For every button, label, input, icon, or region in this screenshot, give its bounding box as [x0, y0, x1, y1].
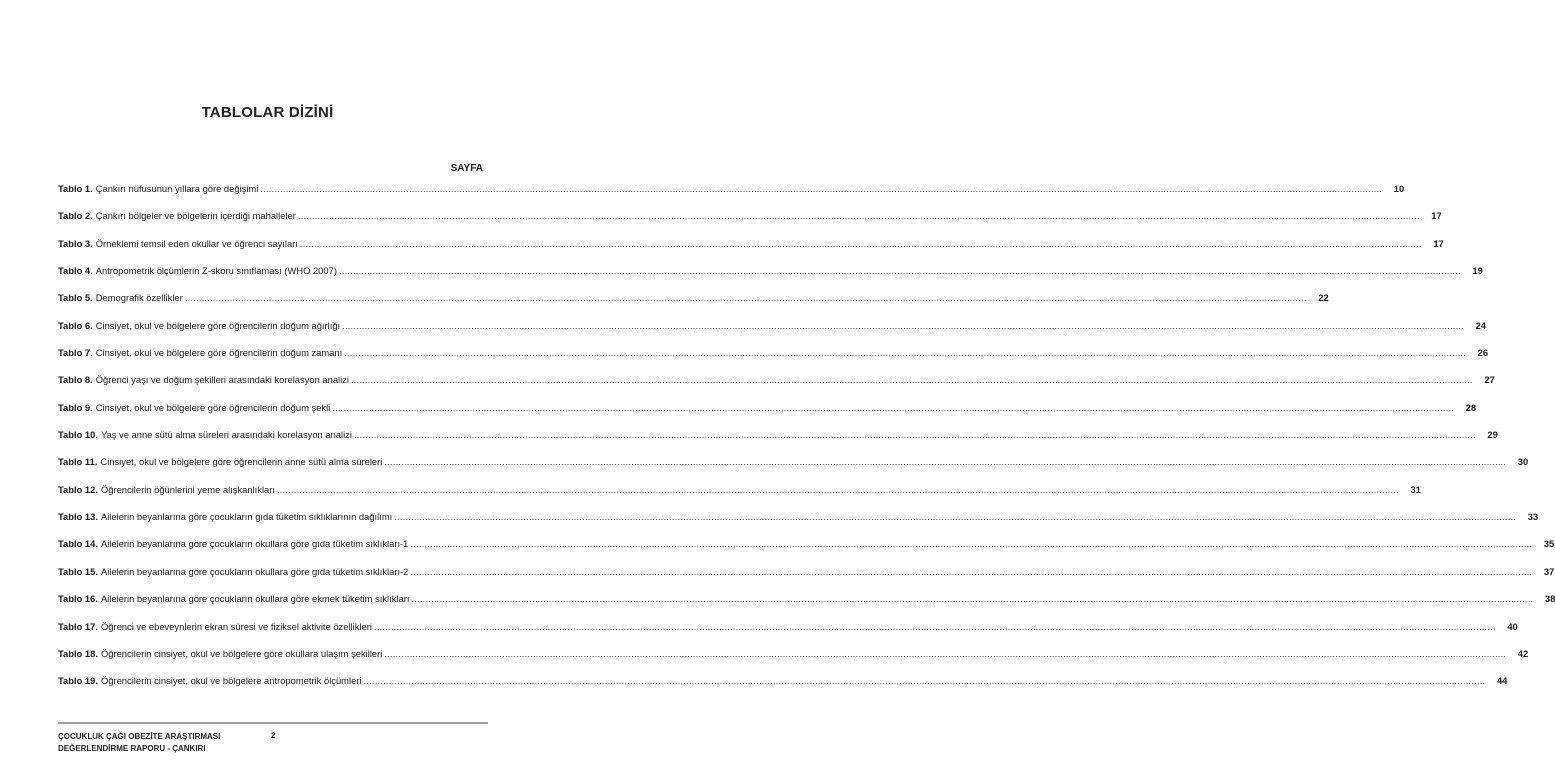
toc-leader-dots: ................................................................................................................................................................................................................................................................................................................................................................................................................: [373, 620, 1496, 632]
toc-entry[interactable]: [58, 620, 1518, 647]
toc-entry-label: Tablo 8.: [58, 374, 93, 386]
toc-entry-page: 42: [1517, 647, 1529, 659]
toc-entry-label: Tablo 11.: [58, 456, 98, 468]
toc-leader-dots: ................................................................................................................................................................................................................................................................................................................................................................................................................: [394, 511, 1517, 523]
toc-entry-title: Ailelerin beyanlarına göre çocukların okullara göre gıda tüketim sıklıkları-1: [100, 538, 409, 550]
toc-entry-title: Öğrencilerin öğünlerini yeme alışkanlıkları: [100, 483, 275, 495]
toc-entry[interactable]: [58, 237, 1444, 264]
toc-entry[interactable]: [58, 209, 1442, 236]
toc-entry[interactable]: [58, 537, 1555, 564]
footer-title: [58, 731, 220, 755]
footer-page-number: 2: [271, 731, 276, 740]
toc-entry-title: Demografik özellikler: [95, 292, 183, 304]
toc-entry[interactable]: [58, 647, 1529, 674]
toc-entry-page: 17: [1431, 210, 1442, 222]
toc-entry-label: Tablo 17.: [58, 620, 98, 632]
toc-entry-label: Tablo 14.: [58, 538, 98, 550]
toc-leader-dots: ................................................................................................................................................................................................................................................................................................................................................................................................................: [342, 319, 1465, 331]
toc-entry-title: Ailelerin beyanlarına göre çocukların okullara göre gıda tüketim sıklıkları-2: [100, 565, 409, 577]
toc-entry[interactable]: [58, 373, 1495, 400]
toc-entry-label: Tablo 16.: [58, 593, 98, 605]
toc-leader-dots: ................................................................................................................................................................................................................................................................................................................................................................................................................: [384, 456, 1507, 468]
toc-entry-page: 29: [1487, 429, 1498, 441]
toc-entry-label: Tablo 12.: [58, 483, 98, 495]
toc-entry[interactable]: [58, 455, 1529, 482]
toc-entry-label: Tablo 1.: [58, 183, 93, 194]
toc-entry-page: 40: [1507, 620, 1518, 632]
toc-entry-page: 37: [1543, 565, 1555, 577]
toc-entry-label: Tablo 13.: [58, 511, 98, 523]
toc-entry-title: Öğrencilerin cinsiyet, okul ve bölgelere göre okullara ulaşım şekilleri: [100, 647, 383, 659]
toc-entry-title: Öğrenci ve ebeveynlerin ekran süresi ve fiziksel aktivite özellikleri: [100, 620, 372, 632]
toc-entry-page: 35: [1543, 538, 1555, 550]
toc-leader-dots: ................................................................................................................................................................................................................................................................................................................................................................................................................: [344, 347, 1467, 359]
table-of-contents: [58, 182, 1555, 702]
toc-entry[interactable]: [58, 401, 1477, 428]
footer-line-2: DEĞERLENDİRME RAPORU - ÇANKIRI: [58, 744, 206, 753]
page-title: TABLOLAR DİZİNİ: [201, 104, 334, 121]
toc-entry-title: Cinsiyet, okul ve bölgelere göre öğrencilerin anne sütü alma süreleri: [100, 456, 383, 468]
toc-entry-page: 33: [1527, 511, 1539, 523]
toc-entry-page: 44: [1496, 675, 1508, 687]
toc-leader-dots: ................................................................................................................................................................................................................................................................................................................................................................................................................: [297, 210, 1420, 222]
toc-entry[interactable]: [58, 346, 1489, 373]
toc-entry-title: Yaş ve anne sütü alma süreleri arasındaki korelasyon analizi: [100, 429, 352, 441]
toc-entry[interactable]: [58, 483, 1421, 510]
toc-entry[interactable]: [58, 674, 1508, 701]
toc-entry-label: Tablo 10.: [58, 429, 98, 441]
toc-entry[interactable]: [58, 182, 1405, 209]
toc-entry-title: Cinsiyet, okul ve bölgelere göre öğrencilerin doğum ağırlığı: [95, 319, 341, 331]
toc-leader-dots: ................................................................................................................................................................................................................................................................................................................................................................................................................: [260, 183, 1383, 194]
toc-leader-dots: ................................................................................................................................................................................................................................................................................................................................................................................................................: [353, 429, 1476, 441]
toc-entry-page: 31: [1410, 483, 1421, 495]
toc-entry-title: Çankırı bölgeler ve bölgelerin içerdiği mahalleler: [95, 210, 296, 222]
toc-entry-label: Tablo 18.: [58, 647, 98, 659]
toc-entry-label: Tablo 4.: [58, 265, 93, 277]
toc-entry-page: 24: [1475, 319, 1487, 331]
toc-entry[interactable]: [58, 264, 1483, 291]
toc-entry[interactable]: [58, 565, 1555, 592]
toc-entry[interactable]: [58, 592, 1555, 619]
toc-entry-label: Tablo 9.: [58, 401, 93, 413]
toc-entry-title: Antropometrik ölçümlerin Z-skoru sınıflaması (WHO 2007): [95, 265, 337, 277]
toc-entry-page: 38: [1544, 593, 1555, 605]
toc-entry-page: 28: [1465, 401, 1477, 413]
toc-entry-page: 27: [1484, 374, 1495, 386]
toc-entry-page: 26: [1477, 347, 1489, 359]
toc-entry-title: Cinsiyet, okul ve bölgelere göre öğrencilerin doğum şekli: [95, 401, 331, 413]
toc-leader-dots: ................................................................................................................................................................................................................................................................................................................................................................................................................: [384, 647, 1507, 659]
toc-entry-title: Ailelerin beyanlarına göre çocukların gıda tüketim sıklıklarının dağılımı: [100, 511, 393, 523]
toc-leader-dots: ................................................................................................................................................................................................................................................................................................................................................................................................................: [410, 565, 1533, 577]
toc-entry-label: Tablo 5.: [58, 292, 93, 304]
toc-entry[interactable]: [58, 510, 1539, 537]
toc-entry-page: 10: [1393, 183, 1405, 194]
toc-entry-label: Tablo 7.: [58, 347, 93, 359]
footer-divider: [58, 722, 488, 724]
toc-leader-dots: ................................................................................................................................................................................................................................................................................................................................................................................................................: [411, 593, 1534, 605]
toc-entry-title: Ailelerin beyanlarına göre çocukların okullara göre ekmek tüketim sıklıkları: [100, 593, 410, 605]
toc-entry-page: 30: [1517, 456, 1529, 468]
toc-entry-label: Tablo 15.: [58, 565, 98, 577]
toc-leader-dots: ................................................................................................................................................................................................................................................................................................................................................................................................................: [299, 237, 1422, 249]
toc-entry[interactable]: [58, 291, 1329, 318]
toc-entry-page: 17: [1433, 237, 1444, 249]
toc-leader-dots: ................................................................................................................................................................................................................................................................................................................................................................................................................: [363, 675, 1486, 687]
toc-entry-label: Tablo 2.: [58, 210, 93, 222]
toc-leader-dots: ................................................................................................................................................................................................................................................................................................................................................................................................................: [410, 538, 1533, 550]
page-column-header: SAYFA: [450, 163, 483, 174]
toc-entry-title: Çankırı nüfusunun yıllara göre değişimi: [95, 183, 259, 194]
toc-entry-title: Örneklemi temsil eden okullar ve öğrenci sayıları: [95, 237, 298, 249]
toc-leader-dots: ................................................................................................................................................................................................................................................................................................................................................................................................................: [277, 483, 1399, 495]
toc-leader-dots: ................................................................................................................................................................................................................................................................................................................................................................................................................: [338, 265, 1461, 277]
toc-entry-title: Öğrenci yaşı ve doğum şekilleri arasındaki korelasyon analizi: [95, 374, 349, 386]
toc-leader-dots: ................................................................................................................................................................................................................................................................................................................................................................................................................: [350, 374, 1473, 386]
toc-entry-label: Tablo 6.: [58, 319, 93, 331]
footer-line-1: ÇOCUKLUK ÇAĞI OBEZİTE ARAŞTIRMASI: [58, 732, 221, 741]
toc-entry[interactable]: [58, 428, 1498, 455]
toc-entry-title: Cinsiyet, okul ve bölgelere göre öğrencilerin doğum zamanı: [95, 347, 343, 359]
toc-entry-title: Öğrencilerin cinsiyet, okul ve bölgelere antropometrik ölçümleri: [100, 675, 362, 687]
toc-entry-page: 22: [1318, 292, 1329, 304]
toc-entry-page: 19: [1472, 265, 1483, 277]
toc-entry-label: Tablo 3.: [58, 237, 93, 249]
toc-entry[interactable]: [58, 319, 1487, 346]
toc-leader-dots: ................................................................................................................................................................................................................................................................................................................................................................................................................: [184, 292, 1307, 304]
toc-leader-dots: ................................................................................................................................................................................................................................................................................................................................................................................................................: [332, 401, 1455, 413]
toc-entry-label: Tablo 19.: [58, 675, 98, 687]
